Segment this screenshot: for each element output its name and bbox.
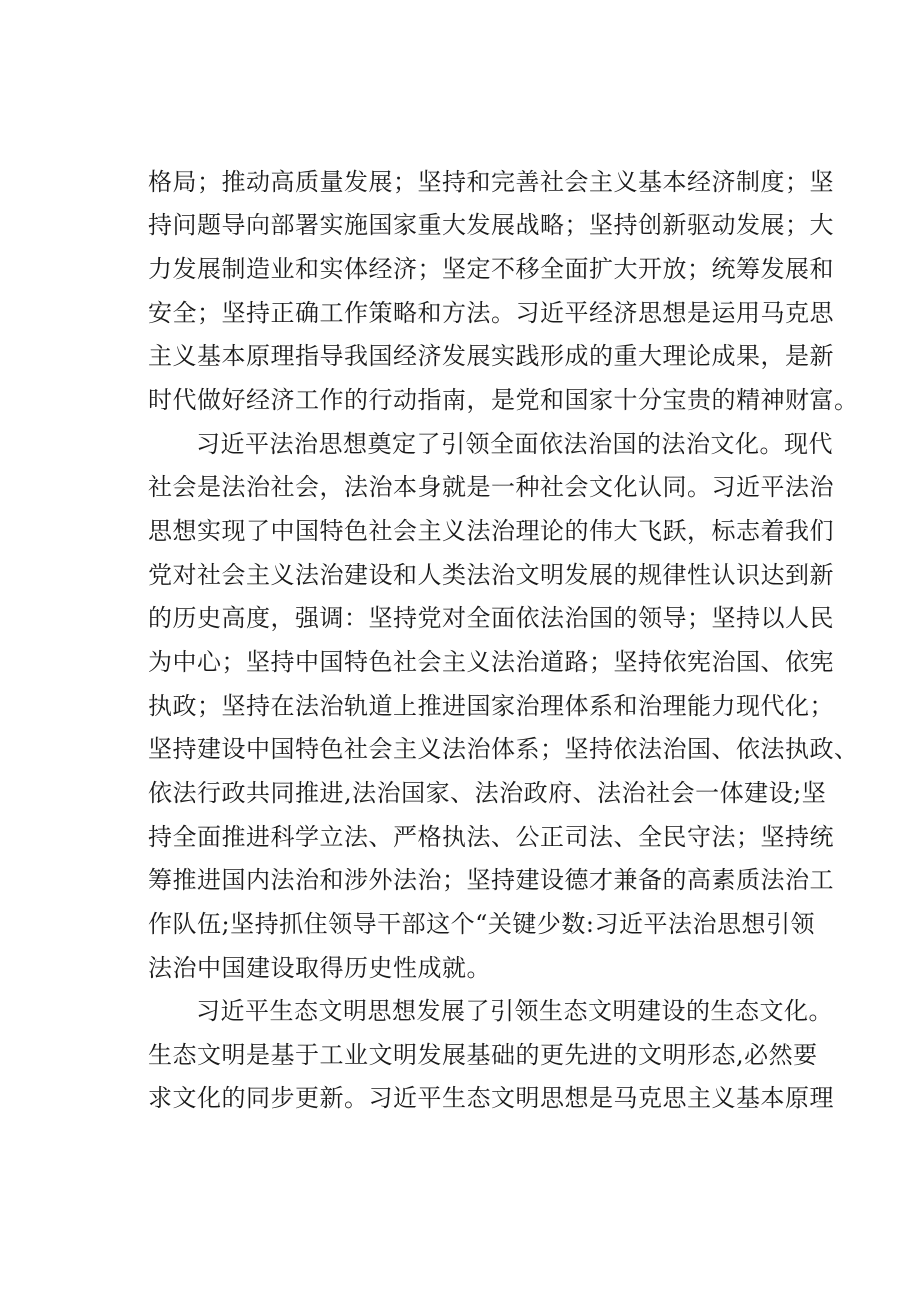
text-line: 生态文明是基于工业文明发展基础的更先进的文明形态,必然要 bbox=[148, 1041, 818, 1069]
text-line: 坚持建设中国特色社会主义法治体系；坚持依法治国、依法执政、 bbox=[148, 735, 859, 763]
text-line: 主义基本原理指导我国经济发展实践形成的重大理论成果，是新 bbox=[148, 342, 834, 370]
text-line: 思想实现了中国特色社会主义法治理论的伟大飞跃，标志着我们 bbox=[148, 517, 834, 545]
text-line: 作队伍;坚持抓住领导干部这个“关键少数:习近平法治思想引领 bbox=[148, 910, 815, 938]
text-line: 持问题导向部署实施国家重大发展战略；坚持创新驱动发展；大 bbox=[148, 211, 834, 239]
text-line: 安全；坚持正确工作策略和方法。习近平经济思想是运用马克思 bbox=[148, 299, 834, 327]
text-line: 格局；推动高质量发展；坚持和完善社会主义基本经济制度；坚 bbox=[148, 168, 834, 196]
text-line: 执政；坚持在法治轨道上推进国家治理体系和治理能力现代化； bbox=[148, 692, 834, 720]
text-line: 社会是法治社会，法治本身就是一种社会文化认同。习近平法治 bbox=[148, 473, 834, 501]
text-line: 为中心；坚持中国特色社会主义法治道路；坚持依宪治国、依宪 bbox=[148, 648, 834, 676]
text-line: 习近平生态文明思想发展了引领生态文明建设的生态文化。 bbox=[196, 997, 833, 1025]
text-line: 求文化的同步更新。习近平生态文明思想是马克思主义基本原理 bbox=[148, 1084, 834, 1112]
text-line: 持全面推进科学立法、严格执法、公正司法、全民守法；坚持统 bbox=[148, 823, 834, 851]
text-line: 时代做好经济工作的行动指南，是党和国家十分宝贵的精神财富。 bbox=[148, 386, 859, 414]
text-line: 依法行政共同推进,法治国家、法治政府、法治社会一体建设;坚 bbox=[148, 779, 827, 807]
text-line: 力发展制造业和实体经济；坚定不移全面扩大开放；统筹发展和 bbox=[148, 255, 834, 283]
text-line: 党对社会主义法治建设和人类法治文明发展的规律性认识达到新 bbox=[148, 561, 834, 589]
text-line: 筹推进国内法治和涉外法治；坚持建设德才兼备的高素质法治工 bbox=[148, 866, 834, 894]
text-line: 习近平法治思想奠定了引领全面依法治国的法治文化。现代 bbox=[196, 430, 833, 458]
text-line: 法治中国建设取得历史性成就。 bbox=[148, 954, 491, 982]
text-line: 的历史高度，强调：坚持党对全面依法治国的领导；坚持以人民 bbox=[148, 604, 834, 632]
